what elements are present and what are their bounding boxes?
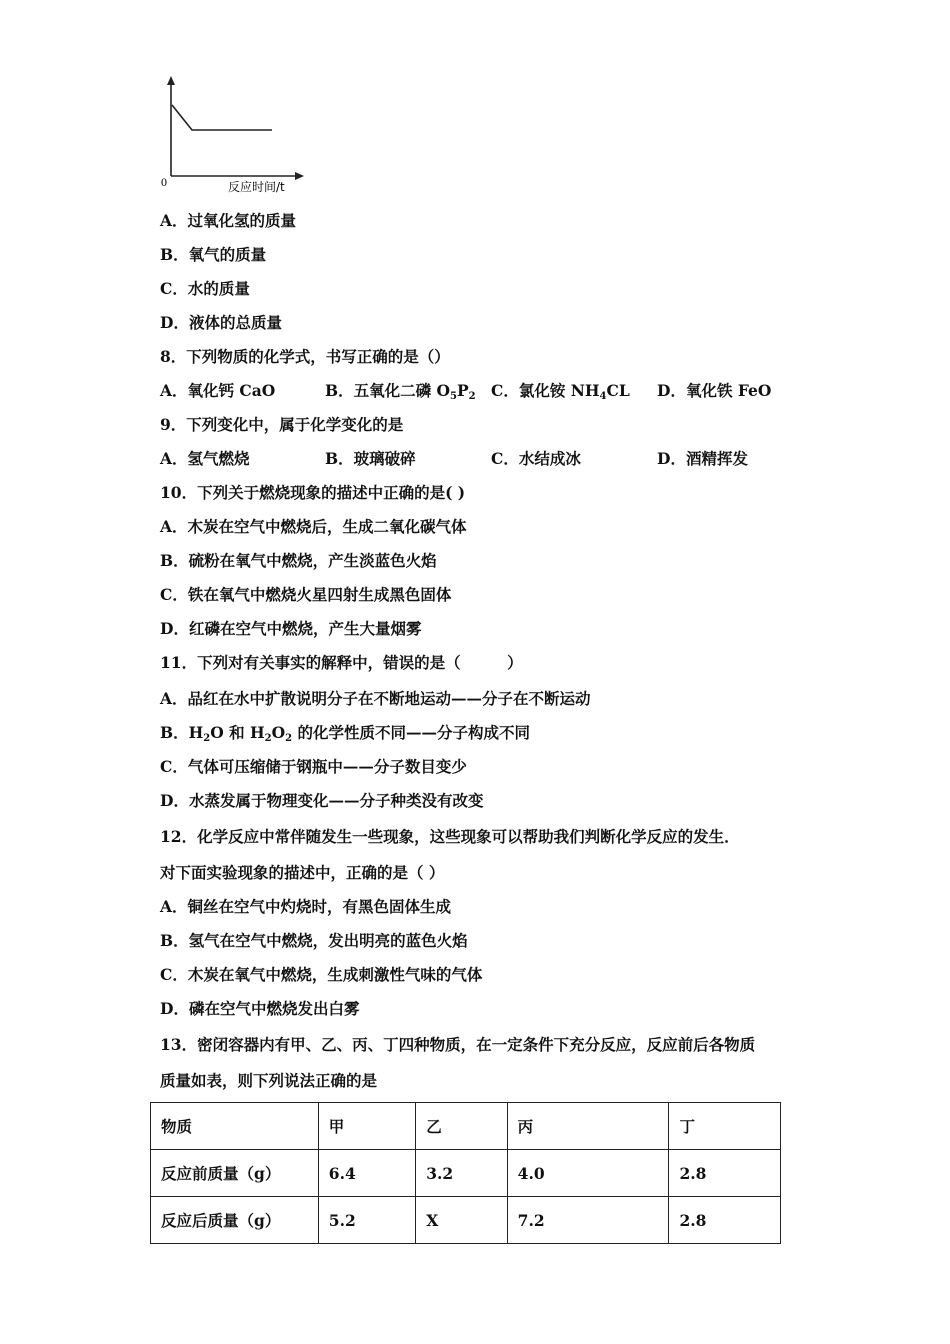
table-cell: 7.2 (507, 1197, 669, 1244)
y-axis-arrow (167, 76, 175, 85)
q7-option-a: A．过氧化氢的质量 (160, 211, 297, 230)
mass-table (150, 1102, 781, 1244)
table-cell: 甲 (318, 1103, 415, 1150)
x-axis-label: 反应时间/t (228, 180, 285, 194)
q12-option-a: A．铜丝在空气中灼烧时，有黑色固体生成 (160, 897, 452, 916)
curve (172, 105, 272, 130)
q12-stem-line2: 对下面实验现象的描述中，正确的是（ ） (160, 863, 445, 882)
q8-option-b: B．五氧化二磷 $O_5P_2$ (325, 381, 476, 402)
q8-option-d: D．氧化铁 FeO (657, 381, 772, 400)
q10-option-b: B．硫粉在氧气中燃烧，产生淡蓝色火焰 (160, 551, 437, 570)
q11-option-c: C．气体可压缩储于钢瓶中——分子数目变少 (160, 757, 467, 776)
table-cell: 2.8 (669, 1197, 781, 1244)
q10-stem: 10．下列关于燃烧现象的描述中正确的是( ) (160, 483, 466, 502)
q11-stem: 11．下列对有关事实的解释中，错误的是（ ） (160, 653, 523, 672)
q9-option-d: D．酒精挥发 (657, 449, 748, 468)
q8-stem: 8．下列物质的化学式，书写正确的是（） (160, 347, 450, 366)
table-cell: 3.2 (416, 1150, 507, 1197)
table-cell: 反应前质量（g） (151, 1150, 319, 1197)
q7-option-d: D．液体的总质量 (160, 313, 282, 332)
table-cell: 2.8 (669, 1150, 781, 1197)
q10-option-a: A．木炭在空气中燃烧后，生成二氧化碳气体 (160, 517, 467, 536)
q8-option-a: A．氧化钙 CaO (160, 381, 276, 400)
table-cell: 丁 (669, 1103, 781, 1150)
table-cell: 物质 (151, 1103, 319, 1150)
origin-label: 0 (161, 175, 167, 189)
q13-stem-line1: 13．密闭容器内有甲、乙、丙、丁四种物质，在一定条件下充分反应，反应前后各物质 (160, 1035, 756, 1054)
q9-option-a: A．氢气燃烧 (160, 449, 250, 468)
table-cell: X (416, 1197, 507, 1244)
table-row (151, 1197, 781, 1244)
q10-option-c: C．铁在氧气中燃烧火星四射生成黑色固体 (160, 585, 452, 604)
table-cell: 4.0 (507, 1150, 669, 1197)
q12-option-d: D．磷在空气中燃烧发出白雾 (160, 999, 360, 1018)
x-axis-arrow (295, 172, 304, 180)
q12-stem-line1: 12．化学反应中常伴随发生一些现象，这些现象可以帮助我们判断化学反应的发生． (160, 827, 740, 846)
q7-option-b: B．氧气的质量 (160, 245, 267, 264)
reaction-graph (150, 70, 320, 200)
q9-option-b: B．玻璃破碎 (325, 449, 416, 468)
q12-option-b: B．氢气在空气中燃烧，发出明亮的蓝色火焰 (160, 931, 468, 950)
q11-option-d: D．水蒸发属于物理变化——分子种类没有改变 (160, 791, 484, 810)
table-row (151, 1103, 781, 1150)
q11-option-b: B．$H_2O$ 和 $H_2O_2$ 的化学性质不同——分子构成不同 (160, 723, 531, 744)
table-cell: 6.4 (318, 1150, 415, 1197)
q12-option-c: C．木炭在氧气中燃烧，生成刺激性气味的气体 (160, 965, 483, 984)
q13-stem-line2: 质量如表，则下列说法正确的是 (160, 1071, 378, 1090)
table-cell: 丙 (507, 1103, 669, 1150)
table-cell: 反应后质量（g） (151, 1197, 319, 1244)
q9-stem: 9．下列变化中，属于化学变化的是 (160, 415, 404, 434)
q7-option-c: C．水的质量 (160, 279, 250, 298)
q9-option-c: C．水结成冰 (491, 449, 581, 468)
q11-option-a: A．品红在水中扩散说明分子在不断地运动——分子在不断运动 (160, 689, 591, 708)
q10-option-d: D．红磷在空气中燃烧，产生大量烟雾 (160, 619, 422, 638)
table-row (151, 1150, 781, 1197)
table-cell: 乙 (416, 1103, 507, 1150)
q8-option-c: C．氯化铵 $NH_4CL$ (491, 381, 630, 402)
table-cell: 5.2 (318, 1197, 415, 1244)
